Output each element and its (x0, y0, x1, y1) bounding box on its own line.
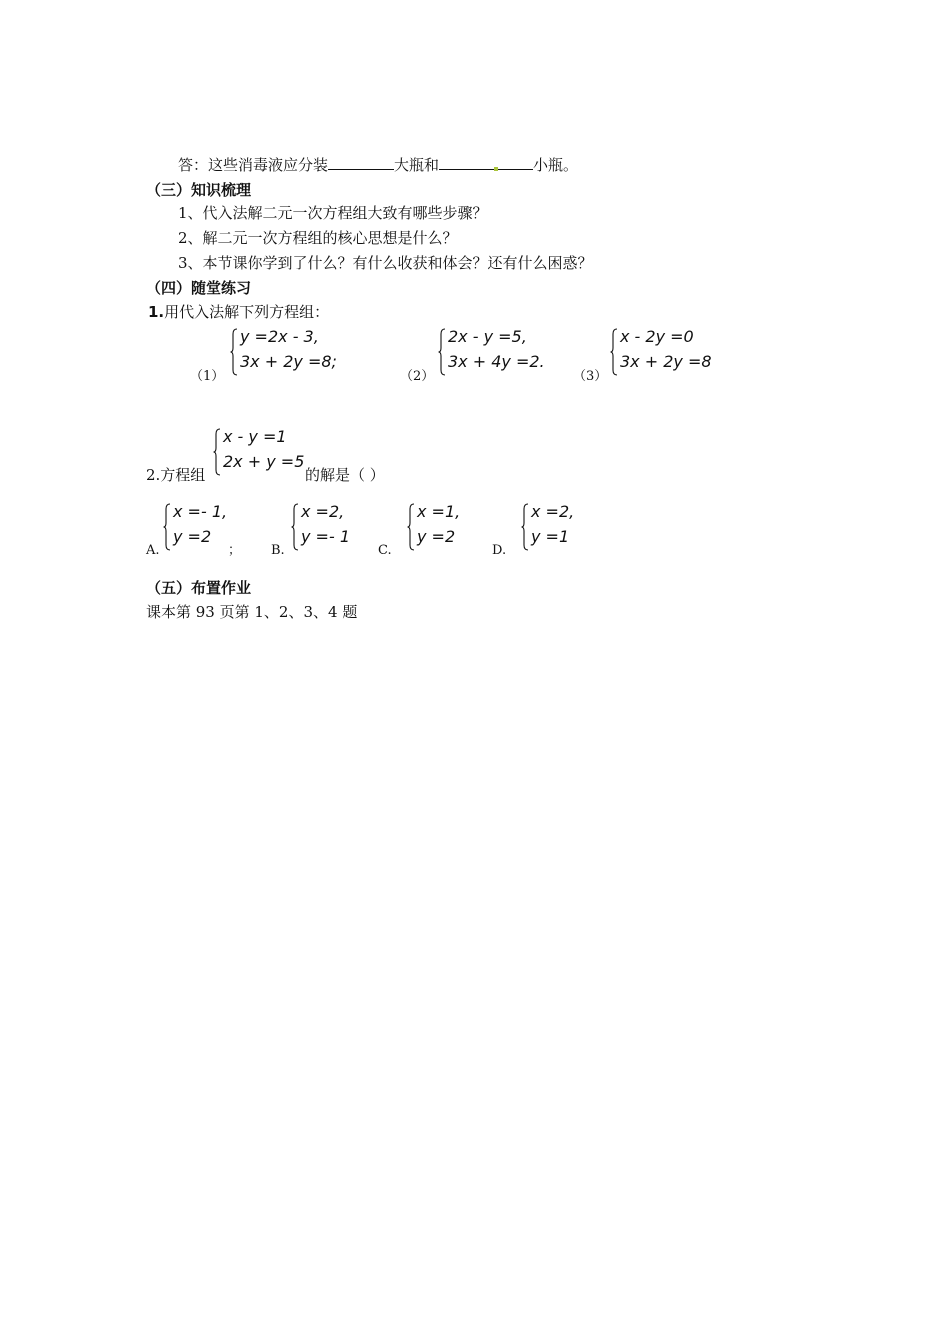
option-a-separator: ； (228, 543, 242, 558)
marker-dot (494, 167, 498, 171)
option-b-label: B. (271, 543, 285, 558)
brace-icon (407, 503, 415, 551)
option-d-eq1: x =2, (531, 502, 575, 521)
system-3-eq2: 3x + 2y =8 (620, 352, 712, 371)
question-2-prefix: 2.方程组 (146, 466, 206, 484)
option-d-label: D. (492, 543, 507, 558)
option-a-eq2: y =2 (173, 527, 212, 546)
brace-icon (163, 503, 171, 551)
answer-middle: 大瓶和 (394, 156, 440, 174)
option-a-eq1: x =- 1, (173, 502, 228, 521)
system-1 (230, 326, 350, 378)
option-d-eq2: y =1 (531, 527, 570, 546)
answer-line (178, 153, 578, 175)
question-2-eq2: 2x + y =5 (223, 452, 305, 471)
option-c-eq1: x =1, (417, 502, 461, 521)
system-3-eq1: x - 2y =0 (620, 327, 694, 346)
option-b[interactable] (291, 501, 371, 553)
section5-title: （五）布置作业 (146, 579, 252, 597)
section3-item-1: 1、代入法解二元一次方程组大致有哪些步骤？ (178, 204, 488, 222)
option-b-eq2: y =- 1 (301, 527, 350, 546)
system-1-eq1: y =2x - 3, (240, 327, 319, 346)
section3-item-3: 3、本节课你学到了什么？有什么收获和体会？还有什么困惑？ (178, 254, 593, 272)
system-2-eq2: 3x + 4y =2. (448, 352, 545, 371)
brace-icon (230, 328, 238, 376)
system-1-eq2: 3x + 2y =8; (240, 352, 337, 371)
system-1-label: （1） (190, 369, 225, 384)
brace-icon (438, 328, 446, 376)
system-2-eq1: 2x - y =5, (448, 327, 527, 346)
option-c[interactable] (407, 501, 487, 553)
question-1 (148, 302, 329, 322)
section3-item-2: 2、解二元一次方程组的核心思想是什么？ (178, 229, 458, 247)
answer-blank-large[interactable] (328, 153, 394, 170)
question-2-suffix: 的解是（ ） (305, 466, 385, 484)
answer-prefix: 答：这些消毒液应分装 (178, 156, 329, 174)
brace-icon (610, 328, 618, 376)
question-1-number: 1. (148, 303, 165, 321)
brace-icon (521, 503, 529, 551)
question-1-text: 用代入法解下列方程组： (164, 303, 330, 321)
system-3-label: （3） (573, 369, 608, 384)
question-2-eq1: x - y =1 (223, 427, 287, 446)
question-2-system (213, 426, 313, 478)
answer-suffix: 小瓶。 (533, 156, 579, 174)
option-b-eq1: x =2, (301, 502, 345, 521)
option-d[interactable] (521, 501, 601, 553)
option-a-label: A. (146, 543, 160, 558)
homework-text: 课本第 93 页第 1、2、3、4 题 (146, 603, 358, 621)
system-3 (610, 326, 730, 378)
section3-title: （三）知识梳理 (146, 181, 252, 199)
answer-blank-small[interactable] (439, 153, 533, 170)
system-2 (438, 326, 568, 378)
brace-icon (213, 428, 221, 476)
brace-icon (291, 503, 299, 551)
option-c-eq2: y =2 (417, 527, 456, 546)
system-2-label: （2） (400, 369, 435, 384)
option-c-label: C. (378, 543, 392, 558)
section4-title: （四）随堂练习 (146, 279, 252, 297)
